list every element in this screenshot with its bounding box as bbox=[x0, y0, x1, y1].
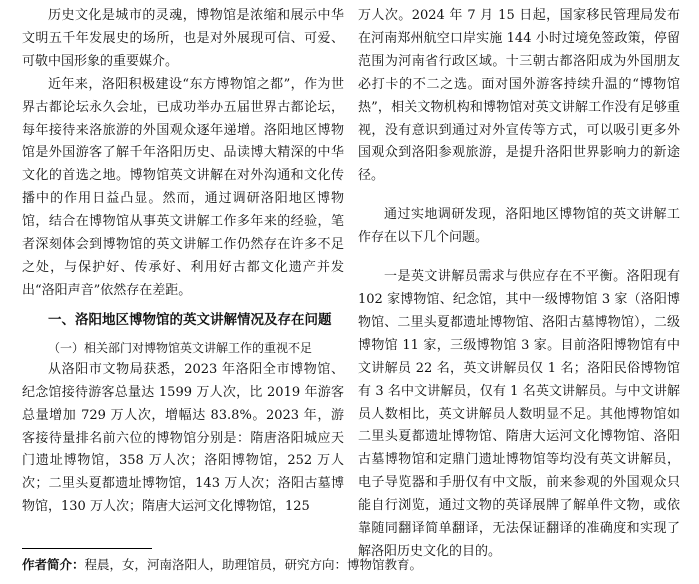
paragraph: 历史文化是城市的灵魂，博物馆是浓缩和展示中华文明五千年发展史的场所，也是对外展现可信、可爱、可敬中国形象的重要媒介。 bbox=[22, 8, 344, 69]
paragraph: 通过实地调研发现，洛阳地区博物馆的英文讲解工作存在以下几个问题。 bbox=[358, 207, 680, 246]
paragraph: 一是英文讲解员需求与供应存在不平衡。洛阳现有 102 家博物馆、纪念馆，其中一级博物馆 3 家（洛阳博物馆、二里头夏都遗址博物馆、洛阳古墓博物馆），二级博物馆 11 家，三级博物馆 3 家。目前洛阳博物馆有中文讲解员 22 名，英文讲解员仅 1 名；洛阳民俗博物馆有 3 名中文讲解员，仅有 1 名英文讲解员。与中文讲解员人数相比，英文讲解员人数明显不足。其他博物馆如二里头夏都遗址博物馆、隋唐大运河文化博物馆、洛阳古墓博物馆和定鼎门遗址博物馆等均没有英文讲解员，电子导览器和手册仅有中文版，前来参观的外国观众只能自行浏览，通过文物的英译展牌了解单件文物，或依靠随同翻译简单翻译，无法保证翻译的准确度和实现了解洛阳历史文化的目的。 bbox=[358, 269, 680, 559]
subsection-heading: （一）相关部门对博物馆英文讲解工作的重视不足 bbox=[48, 340, 313, 355]
footnote-rule bbox=[22, 548, 152, 549]
author-footnote bbox=[22, 556, 682, 574]
paragraph: 万人次。2024 年 7 月 15 日起，国家移民管理局发布在河南郑州航空口岸实施 144 小时过境免签政策，停留范围为河南省行政区域。十三朝古都洛阳成为外国朋友必打卡的不二之选。面对国外游客持续升温的“博物馆热”，相关文物机构和博物馆对英文讲解工作没有足够重视，没有意识到通过对外宣传等方式，可以吸引更多外国观众到洛阳参观旅游，是提升洛阳世界影响力的新途径。 bbox=[358, 8, 680, 184]
right-column bbox=[358, 0, 680, 564]
footnote-label: 作者简介： bbox=[22, 557, 85, 572]
section-heading: 一、洛阳地区博物馆的英文讲解情况及存在问题 bbox=[48, 311, 332, 328]
paragraph: 从洛阳市文物局获悉，2023 年洛阳全市博物馆、纪念馆接待游客总量达 1599 万人次，比 2019 年游客总量增加 729 万人次，增幅达 83.8%。2023 年，游客接待量排名前六位的博物馆分别是：隋唐洛阳城应天门遗址博物馆，358 万人次；洛阳博物馆，252 万人次；二里头夏都遗址博物馆，143 万人次；洛阳古墓博物馆，130 万人次；隋唐大运河文化博物馆，125 bbox=[22, 361, 344, 515]
left-column bbox=[22, 0, 344, 519]
footnote-text: 程晨，女，河南洛阳人，助理馆员，研究方向：博物馆教育。 bbox=[84, 557, 423, 572]
paragraph: 近年来，洛阳积极建设“东方博物馆之都”，作为世界古都论坛永久会址，已成功举办五届世界古都论坛，每年接待来洛旅游的外国观众逐年递增。洛阳地区博物馆是外国游客了解千年洛阳历史、品读博大精深的中华文化的首选之地。博物馆英文讲解在对外沟通和文化传播中的作用日益凸显。然而，通过调研洛阳地区博物馆，结合在博物馆从事英文讲解工作多年来的经验，笔者深刻体会到博物馆的英文讲解工作仍然存在许多不足之处，与保护好、传承好、利用好古都文化遗产并发出“洛阳声音”依然存在差距。 bbox=[22, 76, 344, 298]
